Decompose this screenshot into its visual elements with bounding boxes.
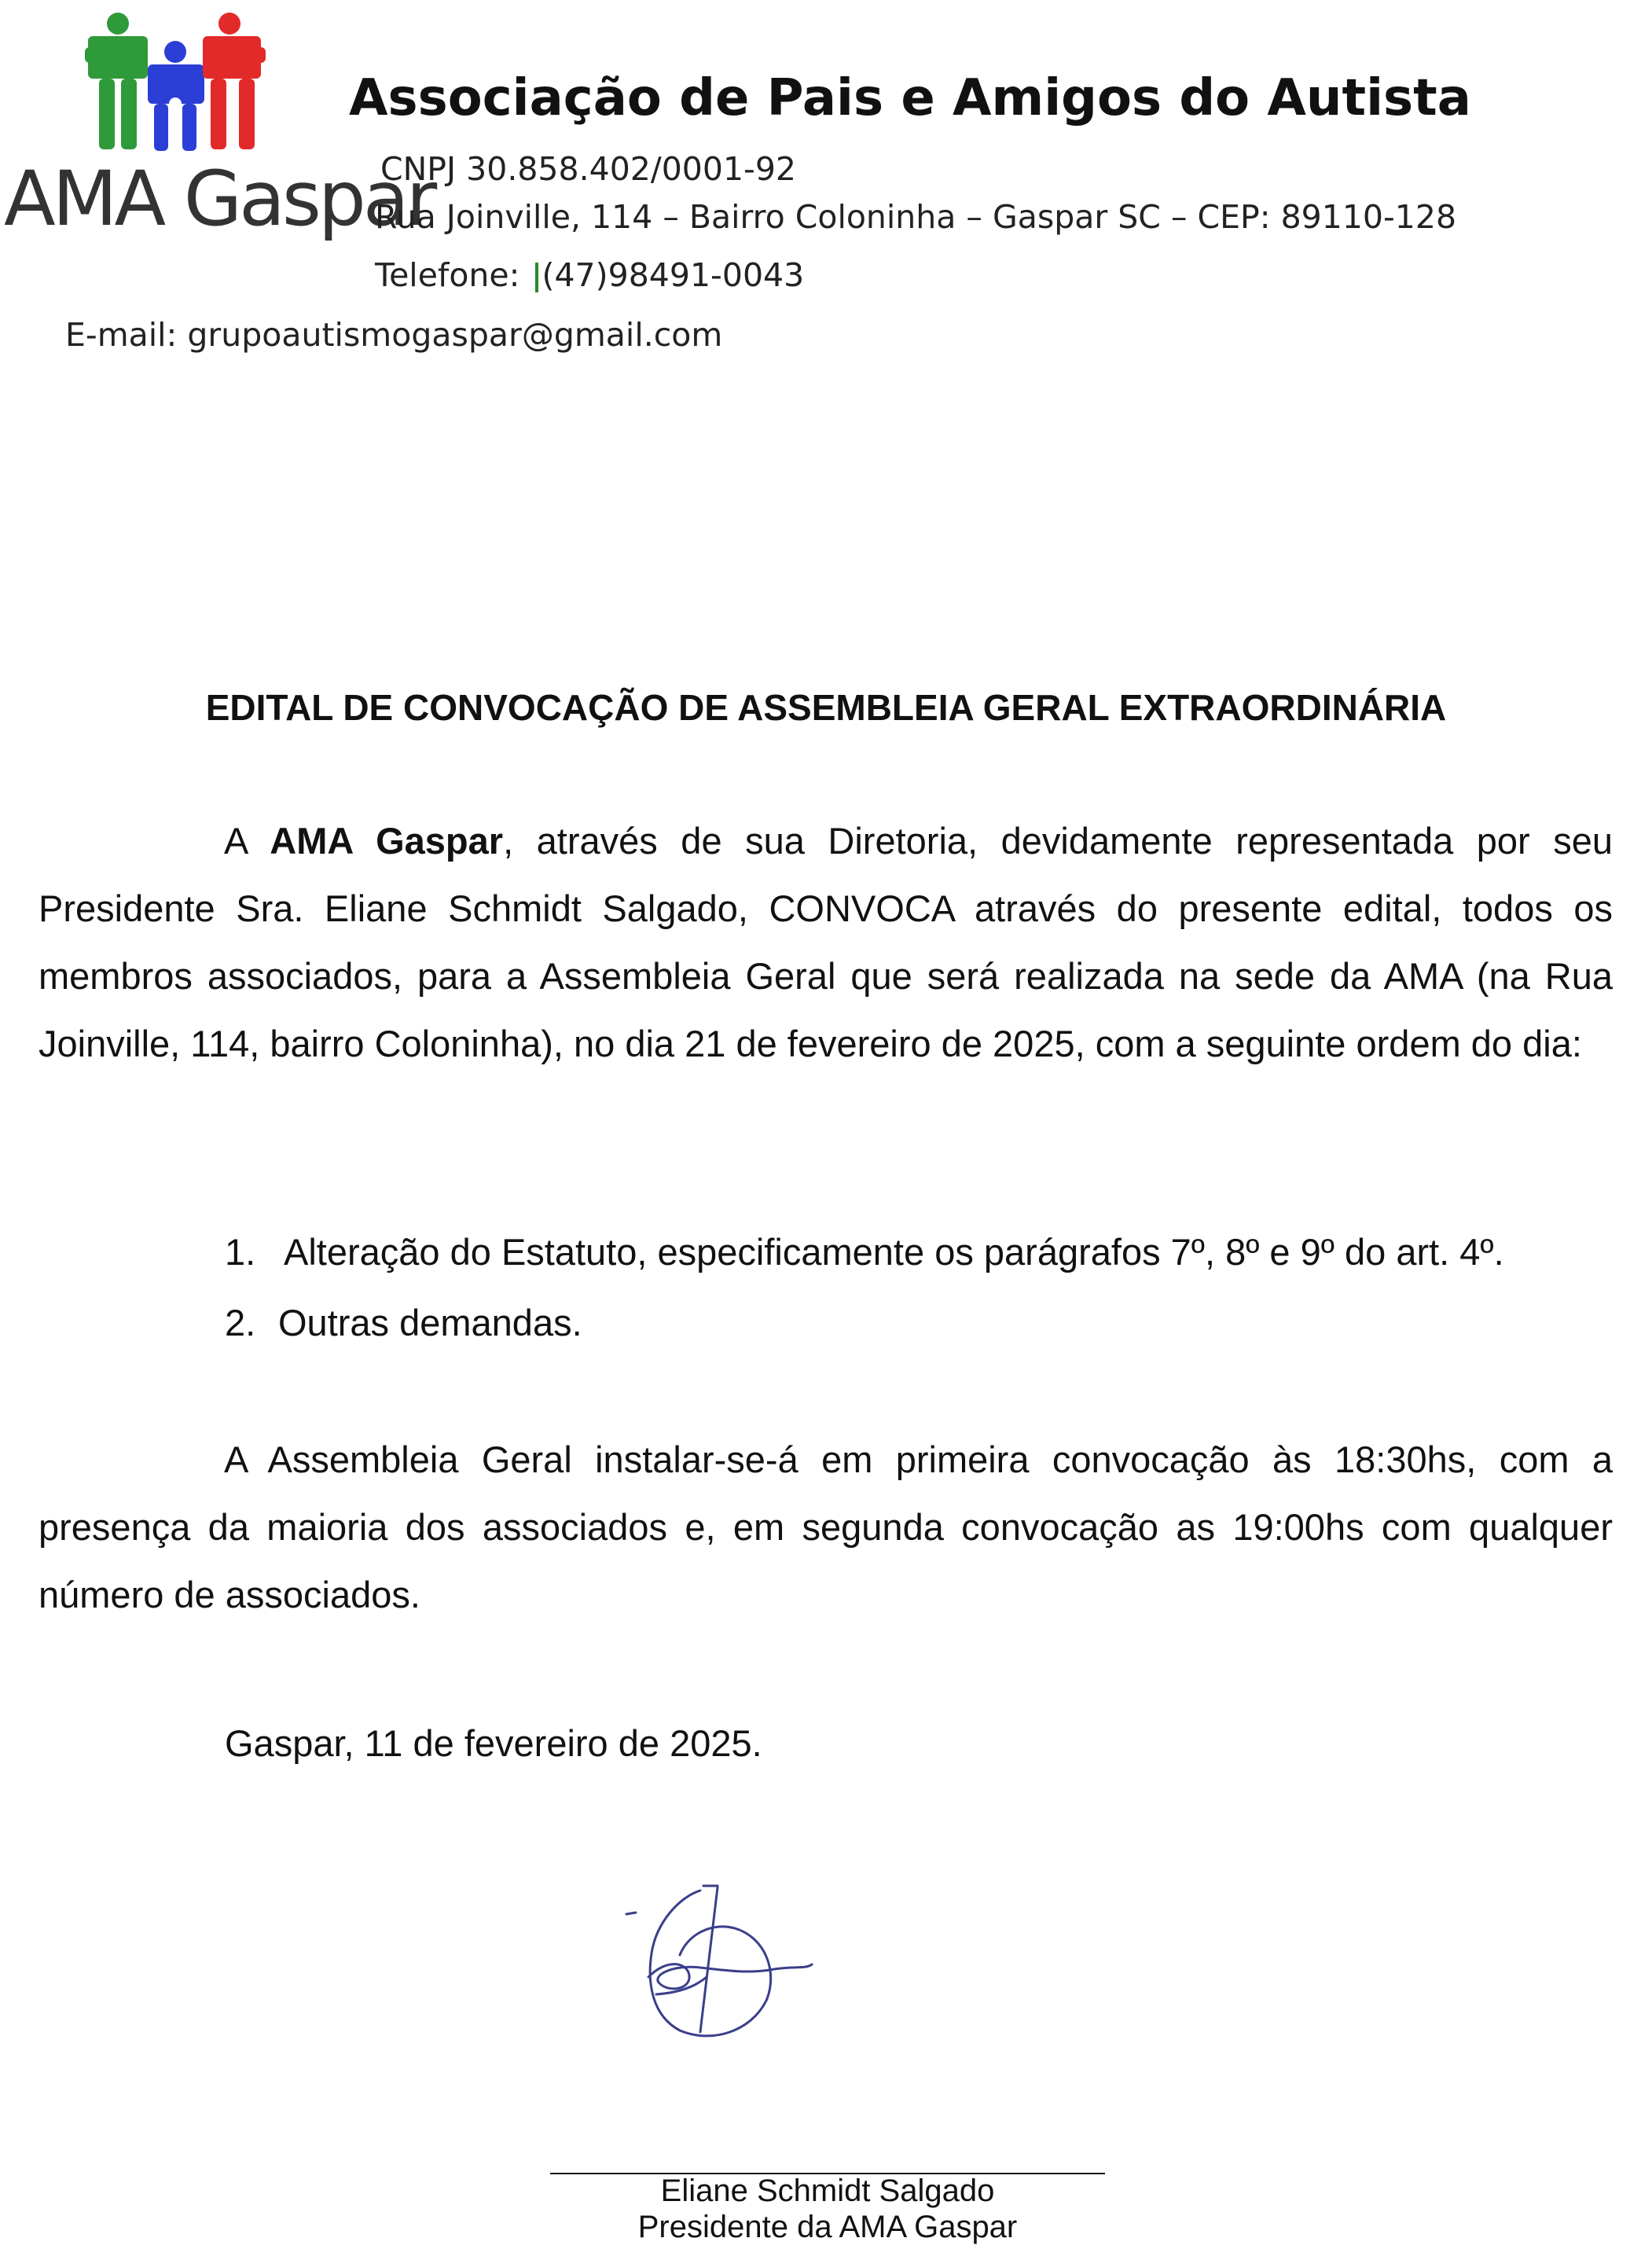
green-puzzle-figure (85, 13, 148, 149)
phone-number: (47)98491-0043 (541, 256, 805, 294)
list-item (225, 1217, 1504, 1288)
logo-puzzle-figures (85, 9, 266, 154)
organization-bold: AMA Gaspar (270, 820, 504, 862)
list-item (225, 1288, 1504, 1358)
signature-block (550, 2173, 1105, 2245)
paragraph-body: A Assembleia Geral instalar-se-á em primeira convocação às 18:30hs, com a presença da maioria dos associados e, em segunda convocação as 19:00hs com qualquer número de associados. (39, 1439, 1613, 1615)
phone-line (375, 258, 804, 293)
logo-wordmark: AMA Gaspar (4, 155, 435, 243)
agenda-list (225, 1217, 1504, 1358)
blue-puzzle-figure (148, 41, 204, 151)
handwritten-signature (625, 1883, 821, 2060)
place-date: Gaspar, 11 de fevereiro de 2025. (225, 1722, 762, 1764)
phone-label: Telefone: (375, 256, 520, 294)
list-number: 2. (225, 1302, 256, 1343)
organization-name: Associação de Pais e Amigos do Autista (349, 69, 1471, 127)
list-number: 1. (225, 1231, 256, 1273)
paragraph-prefix: A (224, 820, 270, 862)
signatory-role: Presidente da AMA Gaspar (637, 2210, 1018, 2244)
red-puzzle-figure (203, 13, 266, 149)
address: Rua Joinville, 114 – Bairro Coloninha – Gaspar SC – CEP: 89110-128 (375, 198, 1457, 236)
list-text: Alteração do Estatuto, especificamente os parágrafos 7º, 8º e 9º do art. 4º. (284, 1231, 1504, 1273)
phone-marker (535, 263, 538, 292)
document-title: EDITAL DE CONVOCAÇÃO DE ASSEMBLEIA GERAL EXTRAORDINÁRIA (205, 687, 1447, 728)
list-text: Outras demandas. (278, 1302, 582, 1343)
paragraph-installation (39, 1426, 1613, 1629)
paragraph-body: , através de sua Diretoria, devidamente representada por seu Presidente Sra. Eliane Schmidt Salgado, CONVOCA através do presente edital, todos os membros associados, para a Assembleia Geral que será realizada na sede da AMA (na Rua Joinville, 114, bairro Coloninha), no dia 21 de fevereiro de 2025, com a seguinte ordem do dia: (39, 820, 1613, 1064)
email: E-mail: grupoautismogaspar@gmail.com (65, 316, 723, 354)
signatory-name: Eliane Schmidt Salgado (660, 2174, 995, 2208)
cnpj: CNPJ 30.858.402/0001-92 (380, 150, 797, 188)
paragraph-convocation (39, 807, 1613, 1078)
